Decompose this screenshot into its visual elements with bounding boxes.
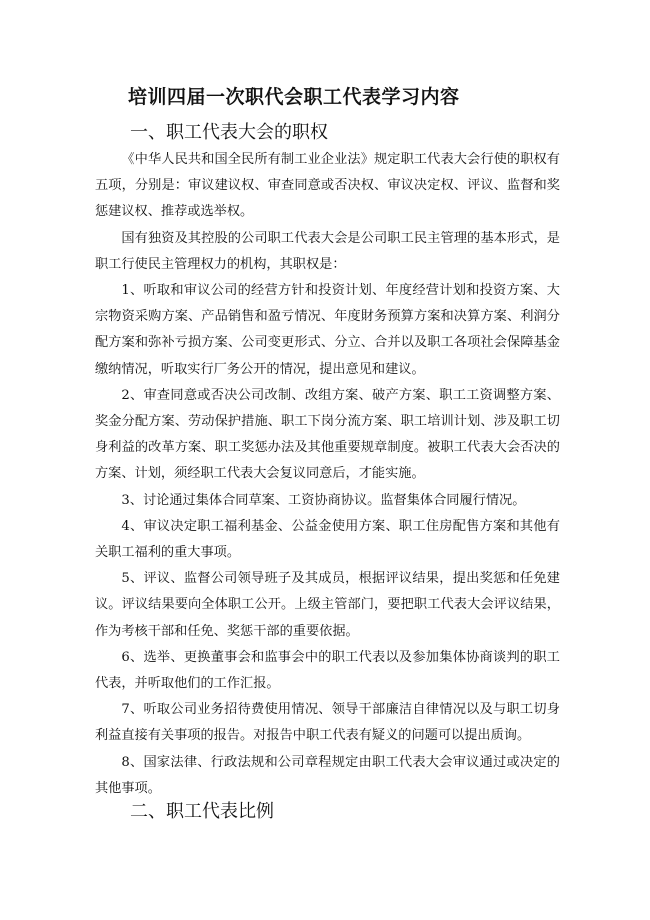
paragraph-item-1: 1、听取和审议公司的经营方针和投资计划、年度经营计划和投资方案、大宗物资采购方案、产品销售和盈亏情况、年度財务预算方案和决算方案、利润分配方案和弥补亏损方案、公司变更形式、分立、合并以及职工各项社会保障基金缴纳情况，听取实行厂务公开的情况，提出意见和建议。: [95, 283, 560, 377]
paragraph-item-5: 5、评议、监督公司领导班子及其成员，根据评议结果，提出奖惩和任免建议。评议结果要向全体职工公开。上级主管部门，要把职工代表大会评议结果，作为考核干部和任免、奖惩干部的重要依据。: [95, 571, 560, 639]
paragraph-item-4: 4、审议决定职工福利基金、公益金使用方案、职工住房配售方案和其他有关职工福利的重大事项。: [95, 518, 560, 561]
paragraph-item-3: 3、讨论通过集体合同草案、工资协商协议。监督集体合同履行情况。: [121, 492, 526, 508]
section-heading-1: 一、职工代表大会的职权: [130, 122, 328, 143]
paragraph-item-8: 8、国家法律、行政法规和公司章程规定由职工代表大会审议通过或决定的其他事项。: [95, 754, 560, 796]
paragraph-item-7: 7、听取公司业务招待费使用情况、领导干部廉洁自律情况以及与职工切身利益直接有关事项的报告。对报告中职工代表有疑义的问题可以提出质询。: [95, 702, 560, 744]
paragraph-state-owned: 国有独资及其控股的公司职工代表大会是公司职工民主管理的基本形式，是职工行使民主管理权力的机构，其职权是：: [95, 230, 560, 272]
document-title: 培训四届一次职代会职工代表学习内容: [128, 86, 460, 108]
paragraph-item-2: 2、审查同意或否决公司改制、改组方案、破产方案、职工工资调整方案、奖金分配方案、劳动保护措施、职工下岗分流方案、职工培训计划、涉及职工切身利益的改革方案、职工奖惩办法及其他重要规章制度。被职工代表大会否决的方案、计划，须经职工代表大会复议同意后，才能实施。: [95, 387, 560, 482]
paragraph-intro: 《中华人民共和国全民所有制工业企业法》规定职工代表大会行使的职权有五项，分别是：审议建议权、审查同意或否决权、审议决定权、评议、监督和奖惩建议权、推荐或选举权。: [95, 152, 560, 220]
paragraph-item-6: 6、选举、更换董事会和监事会中的职工代表以及参加集体协商谈判的职工代表，并听取他们的工作汇报。: [95, 649, 560, 692]
document-body: [95, 147, 560, 802]
section-heading-2: 二、职工代表比例: [130, 801, 274, 822]
